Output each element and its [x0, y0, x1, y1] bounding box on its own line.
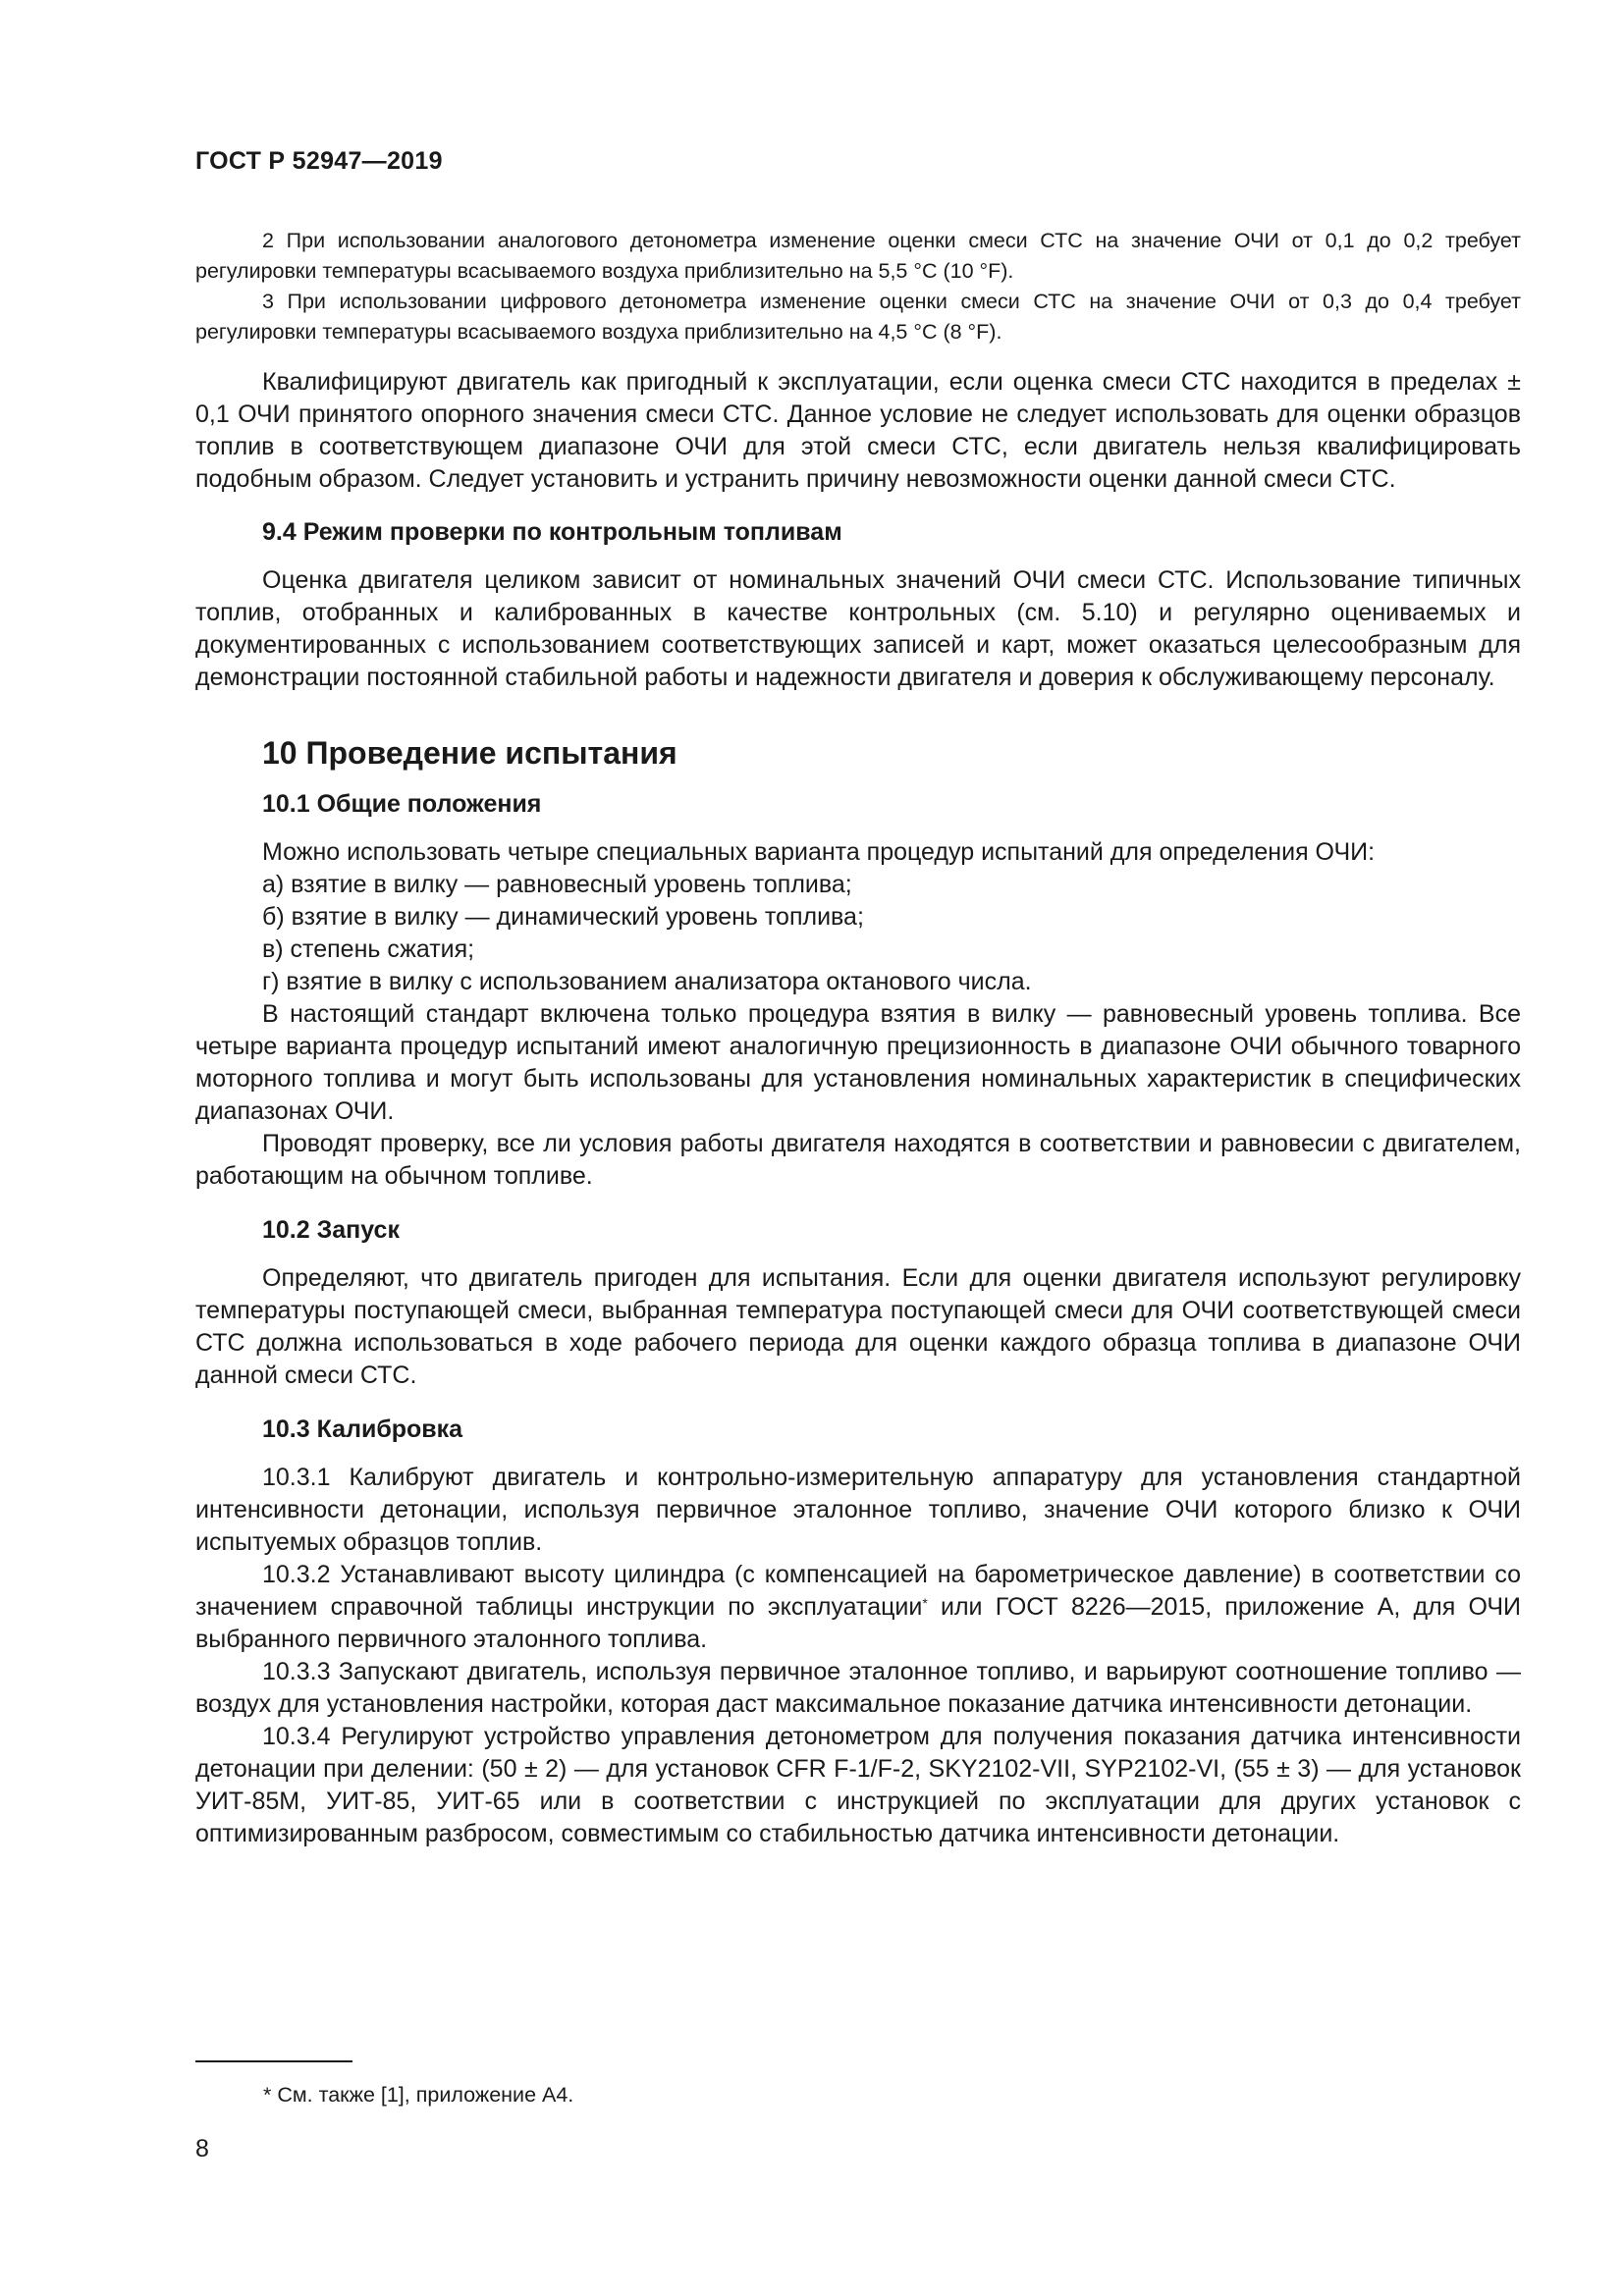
list-item: а) взятие в вилку — равновесный уровень топлива;: [262, 871, 852, 898]
section-10-3-4: 10.3.4 Регулируют устройство управления детонометром для получения показания датчика интенсивности детонации при делении: (50 ± 2) — для установок CFR F-1/F-2, SKY2102-VII, SYP2102-VI, (55 ± 3) — для установок УИТ-85М, УИТ-85, УИТ-65 или в соответствии с инструкцией по эксплуатации для других установок с оптимизированным разбросом, совместимым со стабильностью датчика интенсивности детонации.: [195, 1723, 1521, 1847]
section-10-3-heading: 10.3 Калибровка: [262, 1415, 463, 1443]
section-10-3-3: 10.3.3 Запускают двигатель, используя первичное эталонное топливо, и варьируют соотношение топливо — воздух для установления настройки, которая даст максимальное показание датчика интенсивности детонации.: [195, 1658, 1521, 1718]
section-10-3-2-text: 10.3.2 Устанавливают высоту цилиндра (с компенсацией на барометрическое давление) в соответствии со значением справочной таблицы инструкции по эксплуатации: [195, 1561, 1521, 1621]
list-item: г) взятие в вилку с использованием анализатора октанового числа.: [262, 968, 1032, 995]
section-10-2-text: Определяют, что двигатель пригоден для испытания. Если для оценки двигателя используют регулировку температуры поступающей смеси, выбранная температура поступающей смеси для ОЧИ соответствующей смеси СТС должна использоваться в ходе рабочего периода для оценки каждого образца топлива в диапазоне ОЧИ данной смеси СТС.: [195, 1264, 1521, 1389]
section-10-1-intro: Можно использовать четыре специальных варианта процедур испытаний для определения ОЧИ:: [262, 838, 1376, 866]
page-content: [195, 226, 1521, 1850]
section-10-1-heading: 10.1 Общие положения: [262, 790, 542, 818]
qualify-paragraph: Квалифицируют двигатель как пригодный к эксплуатации, если оценка смеси СТС находится в пределах ± 0,1 ОЧИ принятого опорного значения смеси СТС. Данное условие не следует использовать для оценки образцов топлив в соответствующем диапазоне ОЧИ для этой смеси СТС, если двигатель нельзя квалифицировать подобным образом. Следует установить и устранить причину невозможности оценки данной смеси СТС.: [195, 368, 1521, 493]
test-procedures-list: [195, 869, 1521, 998]
document-header: ГОСТ Р 52947—2019: [195, 147, 443, 175]
footnote-marker: *: [922, 1595, 928, 1611]
section-10-1-paragraph-3: Проводят проверку, все ли условия работы двигателя находятся в соответствии и равновесии с двигателем, работающим на обычном топливе.: [195, 1130, 1521, 1190]
footnote-divider: [195, 2060, 352, 2062]
section-9-4-text: Оценка двигателя целиком зависит от номинальных значений ОЧИ смеси СТС. Использование типичных топлив, отобранных и калиброванных в качестве контрольных (см. 5.10) и регулярно оцениваемых и документированных с использованием соответствующих записей и карт, может оказаться целесообразным для демонстрации постоянной стабильной работы и надежности двигателя и доверия к обслуживающему персоналу.: [195, 566, 1521, 691]
section-10-heading: 10 Проведение испытания: [262, 735, 677, 771]
list-item: б) взятие в вилку — динамический уровень топлива;: [262, 903, 864, 931]
list-item: в) степень сжатия;: [262, 935, 475, 963]
section-10-3-2-text-cont: или ГОСТ 8226—2015, приложение А, для ОЧИ выбранного первичного эталонного топлива.: [195, 1593, 1521, 1653]
section-9-4-heading: 9.4 Режим проверки по контрольным топливам: [262, 518, 842, 546]
footnote: * См. также [1], приложение А4.: [263, 2083, 574, 2107]
section-10-3-1: 10.3.1 Калибруют двигатель и контрольно-измерительную аппаратуру для установления стандартной интенсивности детонации, используя первичное эталонное топливо, значение ОЧИ которого близко к ОЧИ испытуемых образцов топлив.: [195, 1464, 1521, 1556]
section-10-1-paragraph-2: В настоящий стандарт включена только процедура взятия в вилку — равновесный уровень топлива. Все четыре варианта процедур испытаний имеют аналогичную прецизионность в диапазоне ОЧИ обычного товарного моторного топлива и могут быть использованы для установления номинальных характеристик в специфических диапазонах ОЧИ.: [195, 1000, 1521, 1125]
section-10-3-2: [195, 1559, 1521, 1656]
note-2: 2 При использовании аналогового детонометра изменение оценки смеси СТС на значение ОЧИ от 0,1 до 0,2 требует регулировки температуры всасываемого воздуха приблизительно на 5,5 °С (10 °F).: [195, 229, 1521, 283]
page-number: 8: [195, 2135, 209, 2163]
note-3: 3 При использовании цифрового детонометра изменение оценки смеси СТС на значение ОЧИ от 0,3 до 0,4 требует регулировки температуры всасываемого воздуха приблизительно на 4,5 °С (8 °F).: [195, 290, 1521, 344]
section-10-2-heading: 10.2 Запуск: [262, 1216, 400, 1244]
